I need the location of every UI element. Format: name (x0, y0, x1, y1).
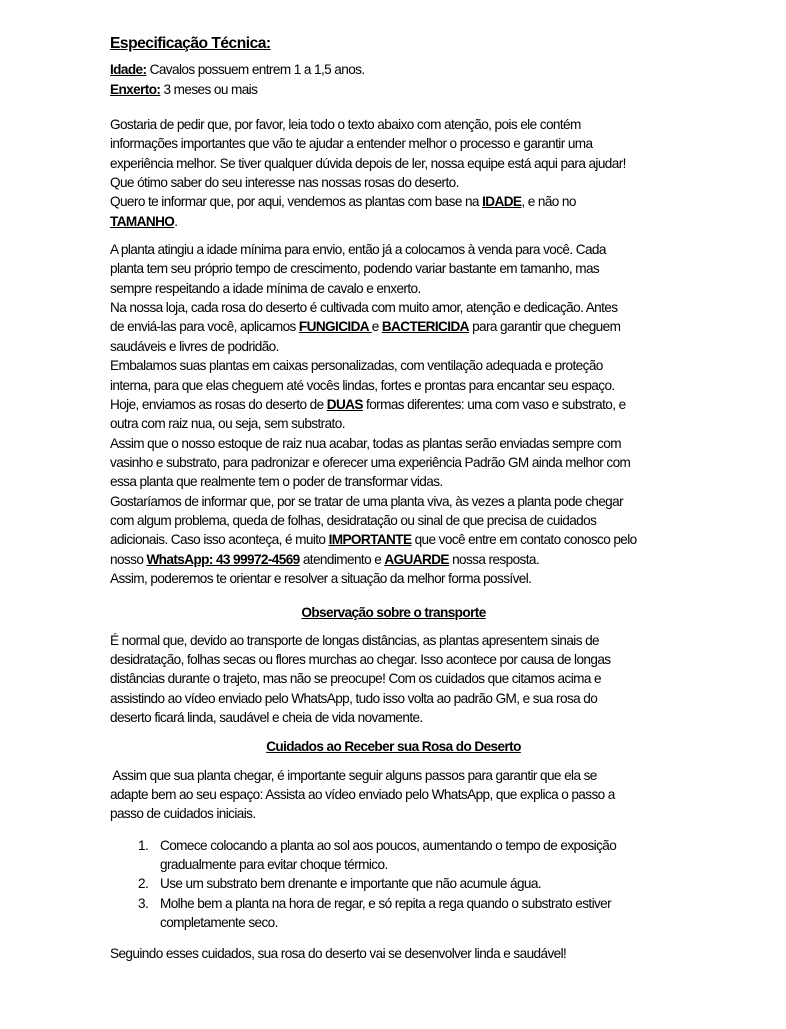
text-run: distâncias durante o trajeto, mas não se preocupe! Com os cuidados que citamos acima e (110, 671, 601, 687)
text-line (110, 737, 677, 756)
care-steps-list (110, 836, 677, 933)
text-run: Gostaria de pedir que, por favor, leia todo o texto abaixo com atenção, pois ele contém (110, 117, 581, 133)
text-line (110, 804, 677, 823)
list-item-line (110, 836, 677, 855)
text-line (110, 414, 677, 433)
list-number: 1. (138, 837, 149, 853)
text-run: FUNGICIDA (298, 319, 372, 335)
text-line (110, 80, 677, 99)
text-line (110, 134, 677, 153)
text-run: passo de cuidados iniciais. (110, 806, 256, 822)
text-line (110, 154, 677, 173)
text-run: saudáveis e livres de podridão. (110, 338, 279, 354)
text-run: essa planta que realmente tem o poder de transformar vidas. (110, 474, 443, 490)
text-line (110, 115, 677, 134)
text-run: interna, para que elas cheguem até vocês lindas, fortes e prontas para encantar seu espaço. (110, 377, 615, 393)
text-line (110, 650, 677, 669)
list-number: 3. (138, 895, 149, 911)
text-line (110, 298, 677, 317)
text-line (110, 708, 677, 727)
closing-paragraph (110, 944, 677, 963)
text-line (110, 669, 677, 688)
text-run: AGUARDE (384, 551, 449, 567)
text-run: DUAS (326, 396, 363, 412)
text-run: Molhe bem a planta na hora de regar, e só repita a rega quando o substrato estiver (160, 895, 612, 911)
text-run: IMPORTANTE (328, 532, 412, 548)
text-line (110, 453, 677, 472)
text-run: e (371, 319, 382, 335)
text-run: WhatsApp: 43 99972-4569 (146, 551, 300, 567)
text-run: 3 meses ou mais (160, 81, 258, 97)
text-run: A planta atingiu a idade mínima para envio, então já a colocamos à venda para você. Cada (110, 242, 606, 258)
text-line (110, 192, 677, 211)
text-run: nossa resposta. (448, 551, 540, 567)
text-run: Observação sobre o transporte (301, 605, 486, 621)
text-line (110, 785, 677, 804)
text-run: sempre respeitando a idade mínima de cavalo e enxerto. (110, 280, 421, 296)
text-line (110, 279, 677, 298)
text-run: Hoje, enviamos as rosas do deserto de (110, 396, 327, 412)
text-line (110, 212, 677, 231)
text-line (110, 569, 677, 588)
text-run: vasinho e substrato, para padronizar e oferecer uma experiência Padrão GM ainda melhor com (110, 454, 631, 470)
text-run: deserto ficará linda, saudável e cheia de vida novamente. (110, 710, 423, 725)
text-run: planta tem seu próprio tempo de crescimento, podendo variar bastante em tamanho, mas (110, 261, 600, 277)
text-run: experiência melhor. Se tiver qualquer dúvida depois de ler, nossa equipe está aqui para ajudar! (110, 155, 626, 171)
text-run: assistindo ao vídeo enviado pelo WhatsApp, tudo isso volta ao padrão GM, e sua rosa do (110, 690, 598, 706)
text-line (110, 337, 677, 356)
text-run: Cavalos possuem entrem 1 a 1,5 anos. (146, 62, 365, 78)
text-run: Embalamos suas plantas em caixas personalizadas, com ventilação adequada e proteção (110, 358, 603, 374)
text-run: TAMANHO (110, 213, 175, 229)
text-line (110, 240, 677, 259)
care-heading (110, 737, 677, 756)
text-run: que você entre em contato conosco pelo (411, 532, 637, 548)
text-run: Cuidados ao Receber sua Rosa do Deserto (266, 739, 521, 755)
text-line (110, 913, 677, 932)
text-run: adapte bem ao seu espaço: Assista ao vídeo enviado pelo WhatsApp, que explica o passo a (110, 787, 615, 803)
text-line (110, 855, 677, 874)
list-item-line (110, 894, 677, 913)
text-run: completamente seco. (160, 915, 278, 931)
text-run: , e não no (521, 194, 576, 210)
text-run: Que ótimo saber do seu interesse nas nossas rosas do deserto. (110, 175, 459, 191)
transport-heading (110, 603, 677, 622)
text-line (110, 603, 677, 622)
text-line (110, 173, 677, 192)
text-run: Especificação Técnica: (110, 35, 271, 52)
text-run: Gostaríamos de informar que, por se tratar de uma planta viva, às vezes a planta pode chegar (110, 493, 624, 509)
text-run: adicionais. Caso isso aconteça, é muito (110, 532, 329, 548)
text-run: Use um substrato bem drenante e importante que não acumule água. (160, 876, 541, 892)
text-run: Assim que sua planta chegar, é importante seguir alguns passos para garantir que ela se (110, 767, 597, 783)
text-line (110, 60, 677, 79)
text-run: Enxerto: (110, 81, 161, 97)
list-item-line (110, 874, 677, 893)
text-run: outra com raiz nua, ou seja, sem substrato. (110, 416, 345, 432)
text-run: É normal que, devido ao transporte de longas distâncias, as plantas apresentem sinais de (110, 632, 600, 648)
shipping-info-paragraph (110, 240, 677, 588)
text-run: informações importantes que vão te ajudar a entender melhor o processo e garantir uma (110, 136, 593, 152)
text-run: . (174, 213, 178, 229)
text-run: Seguindo esses cuidados, sua rosa do deserto vai se desenvolver linda e saudável! (110, 946, 567, 962)
text-line (110, 317, 677, 336)
text-line (110, 530, 677, 549)
text-run: com algum problema, queda de folhas, desidratação ou sinal de que precisa de cuidados (110, 512, 597, 528)
text-line (110, 631, 677, 650)
text-line (110, 689, 677, 708)
transport-paragraph (110, 631, 677, 728)
intro-paragraph (110, 115, 677, 231)
text-line (110, 492, 677, 511)
text-run: formas diferentes: uma com vaso e substrato, e (362, 396, 626, 412)
text-run: Comece colocando a planta ao sol aos poucos, aumentando o tempo de exposição (160, 837, 617, 853)
spec-section (110, 60, 677, 99)
text-run: Quero te informar que, por aqui, vendemos as plantas com base na (110, 194, 483, 210)
text-line (110, 376, 677, 395)
text-line (110, 259, 677, 278)
text-run: Na nossa loja, cada rosa do deserto é cultivada com muito amor, atenção e dedicação. Antes (110, 300, 618, 316)
list-number: 2. (138, 876, 149, 892)
text-line (110, 511, 677, 530)
text-run: Assim que o nosso estoque de raiz nua acabar, todas as plantas serão enviadas sempre com (110, 435, 621, 451)
text-line (110, 550, 677, 569)
text-line (110, 944, 677, 963)
text-line (110, 434, 677, 453)
text-line (110, 395, 677, 414)
text-run: desidratação, folhas secas ou flores murchas ao chegar. Isso acontece por causa de longas (110, 651, 611, 667)
text-run: Assim, poderemos te orientar e resolver a situação da melhor forma possível. (110, 570, 532, 586)
text-line (110, 472, 677, 491)
text-run: IDADE (482, 194, 522, 210)
care-intro-paragraph (110, 766, 677, 824)
text-run: para garantir que cheguem (468, 319, 621, 335)
text-line (110, 356, 677, 375)
text-run: de enviá-las para você, aplicamos (110, 319, 299, 335)
title-heading (110, 34, 677, 53)
text-run: BACTERICIDA (381, 319, 469, 335)
text-run: gradualmente para evitar choque térmico. (160, 857, 388, 873)
text-run: nosso (110, 551, 147, 567)
text-line (110, 766, 677, 785)
text-run: atendimento e (299, 551, 385, 567)
text-line (110, 34, 677, 53)
text-run: Idade: (110, 62, 147, 78)
